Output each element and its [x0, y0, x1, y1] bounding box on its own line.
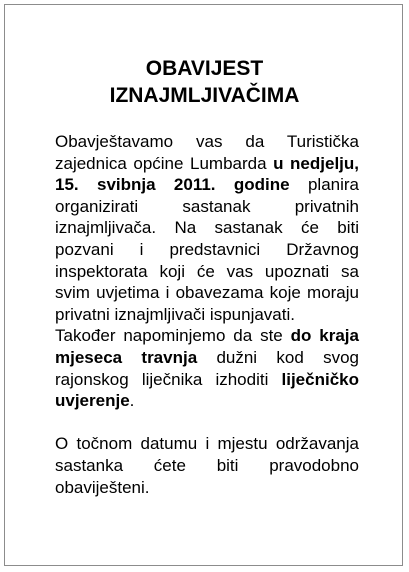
announcement-intro: Obavještavamo vas da Turistička zajednica općine Lumbarda: [55, 132, 359, 173]
paragraph-gap: [55, 412, 359, 434]
title-line-1: OBAVIJEST: [145, 57, 264, 80]
medical-end: .: [129, 391, 135, 411]
title-line-2: IZNAJMLJIVAČIMA: [109, 84, 300, 107]
medical-details: dužni kod svog rajonskog liječnika izhoditi: [55, 347, 359, 389]
document-page: [4, 4, 403, 566]
paragraph-announcement: [55, 131, 359, 325]
medical-intro: Također napominjemo da ste: [55, 326, 291, 346]
medical-deadline: do kraja mjeseca travnja: [55, 326, 359, 367]
medical-certificate: liječničko uvjerenje: [55, 369, 359, 411]
announcement-details: planira organizirati sastanak privatnih iznajmljivača. Na sastanak će biti pozvani i predstavnici Državnog inspektorata koji će vas upoznati sa svim uvjetima i obavezama koje moraju privatni iznajmljivači ispunjavati.: [55, 175, 359, 324]
notice-body: [55, 131, 359, 498]
notice-title: [5, 55, 404, 109]
paragraph-closing: O točnom datumu i mjestu održavanja sastanka ćete biti pravodobno obaviješteni.: [55, 434, 359, 497]
meeting-date: u nedjelju, 15. svibnja 2011. godine: [55, 153, 359, 195]
paragraph-medical: [55, 325, 359, 411]
